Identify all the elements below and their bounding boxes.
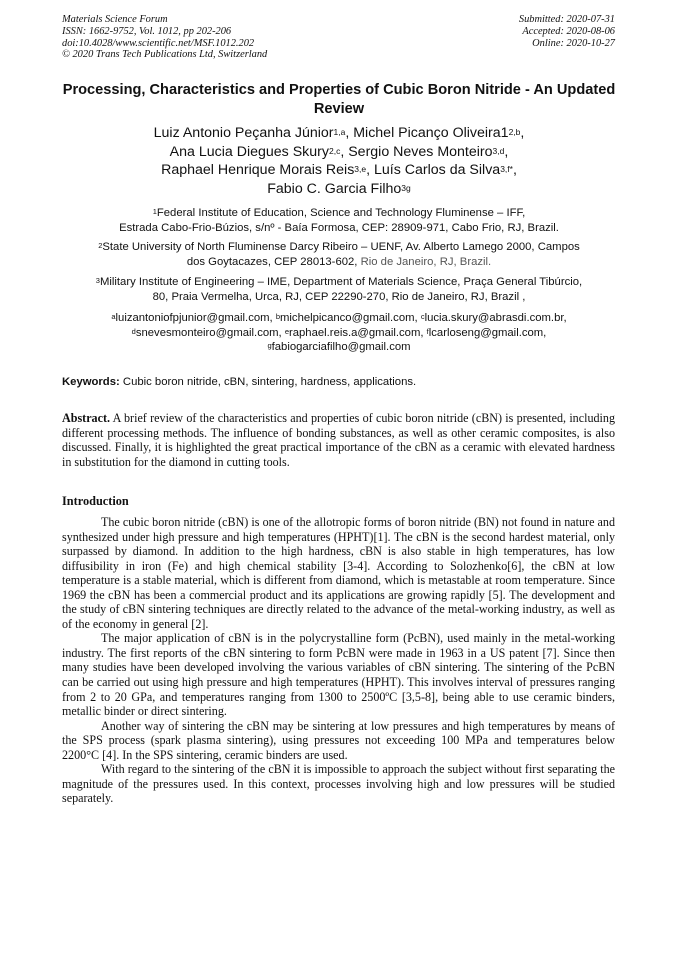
author-line: Raphael Henrique Morais Reis$^{3,e}$, Luís Carlos da Silva$^{3,f*}$,	[161, 162, 517, 178]
body-paragraph: The cubic boron nitride (cBN) is one of the allotropic forms of boron nitride (BN) not found in nature and synthesized under high pressure and high temperatures (HPHT)[1]. The cBN is the second hardest material, only surpassed by diamond. In addition to the high hardness, cBN is also stable in high temperatures, has low diffusibility in iron (Fe) and high chemical stability [3-4]. According to Solozhenko[6], the cBN at low temperature is a stable material, which is different from diamond, which is metastable at room temperature. Since 1969 the cBN has been a commercial product and its applications are growing rapidly [5]. The development and the study of cBN sintering techniques are directly related to the advance of the metal-working industry, as well as of the economy in general [2].	[62, 515, 615, 631]
author-name: Fabio C. Garcia Filho	[267, 180, 402, 197]
author-sup: 2,c	[328, 145, 341, 156]
body-paragraph: With regard to the sintering of the cBN it is impossible to approach the subject without first separating the magnitude of the pressures used. In this context, processes involving high and low pressures will be studied separately.	[62, 762, 615, 806]
email-link[interactable]: fabiogarciafilho@gmail.com	[271, 341, 411, 354]
paper-title: Processing, Characteristics and Properties of Cubic Boron Nitride - An Updated Review	[62, 82, 616, 117]
abstract	[62, 411, 615, 469]
author-name: Luís Carlos da Silva	[374, 162, 501, 178]
author-name: Michel Picanço Oliveira1	[353, 125, 509, 141]
journal-issn: ISSN: 1662-9752, Vol. 1012, pp 202-206	[62, 25, 232, 37]
online-date: Online: 2020-10-27	[532, 37, 615, 49]
accepted-date: Accepted: 2020-08-06	[522, 25, 615, 37]
author-name: Raphael Henrique Morais Reis	[161, 162, 355, 178]
author-sup: 2,b	[508, 127, 521, 137]
email-link[interactable]: lcarloseng@gmail.com,	[428, 326, 547, 339]
keywords-label: Keywords:	[62, 376, 120, 388]
submitted-date: Submitted: 2020-07-31	[518, 14, 615, 25]
email-link[interactable]: snevesmonteiro@gmail.com,	[135, 326, 285, 339]
affiliation-sup: 2	[98, 241, 103, 250]
body-paragraph: Another way of sintering the cBN may be sintering at low pressures and high temperatures by means of the SPS process (spark plasma sintering), using pressures not exceeding 100 MPa and temperatures below 2200°C [4]. In the SPS sintering, ceramic binders are used.	[62, 718, 615, 762]
journal-name: Materials Science Forum	[62, 14, 168, 25]
affiliation-2: $^2$State University of North Fluminense Darcy Ribeiro – UENF, Av. Alberto Lamego 2000, Campos dos Goytacazes, CEP 28013-602, Rio de Janeiro, RJ, Brazil.	[98, 241, 580, 268]
email-list: $^a$luizantoniofpjunior@gmail.com, $^b$michelpicanco@gmail.com, $^c$lucia.skury@abrasdi.com.br, $^d$snevesmonteiro@gmail.com, $^e$raphael.reis.a@gmail.com, $^f$lcarloseng@gmail.com, $^g$fabiogarciafilho@gmail.com	[111, 312, 567, 354]
author-sup: 3g	[401, 182, 411, 193]
affiliation-sup: 1	[152, 207, 157, 216]
author-line	[62, 180, 616, 199]
dates-header	[519, 14, 615, 49]
affiliation-1: $^1$Federal Institute of Education, Science and Technology Fluminense – IFF, Estrada Cabo-Frio-Búzios, s/nº - Baía Formosa, CEP: 28909-971, Cabo Frio, RJ, Brazil.	[119, 207, 559, 234]
journal-doi[interactable]: doi:10.4028/www.scientific.net/MSF.1012.202	[62, 37, 255, 49]
author-name: Ana Lucia Diegues Skury	[169, 143, 329, 160]
journal-header	[62, 14, 267, 61]
section-heading-introduction: Introduction	[62, 494, 129, 508]
email-link[interactable]: luizantoniofpjunior@gmail.com,	[115, 312, 276, 324]
affiliation-sup: 3	[95, 276, 100, 285]
author-sup: 3,e	[354, 164, 367, 174]
author-name: Sergio Neves Monteiro	[348, 143, 493, 160]
email-link[interactable]: michelpicanco@gmail.com,	[280, 312, 421, 324]
author-sup: 3,d	[492, 145, 505, 156]
keywords-text: Cubic boron nitride, cBN, sintering, hardness, applications.	[119, 376, 417, 388]
journal-copyright: © 2020 Trans Tech Publications Ltd, Switzerland	[62, 49, 268, 61]
author-line: Ana Lucia Diegues Skury$^{2,c}$, Sergio Neves Monteiro$^{3,d}$,	[169, 143, 509, 160]
abstract-label: Abstract.	[62, 411, 111, 425]
email-link[interactable]: lucia.skury@abrasdi.com.br,	[424, 312, 567, 324]
body-paragraph: The major application of cBN is in the polycrystalline form (PcBN), used mainly in the metal-working industry. The first reports of the cBN sintering to form PcBN were made in 1963 in a US patent [7]. Since then many studies have been developed involving the various variables of cBN sintering. The sintering of the PcBN can be carried out using high pressure and high temperatures (HPHT). This involves interval of pressures ranging from 2 to 20 GPa, and temperatures ranging from 1300 to 2500ºC [3,5-8], being able to use ceramic binders, metallic binder or direct sintering.	[62, 631, 615, 719]
affiliation-3: $^3$Military Institute of Engineering – IME, Department of Materials Science, Praça General Tibúrcio, 80, Praia Vermelha, Urca, RJ, CEP 22290-270, Rio de Janeiro, RJ, Brazil ,	[95, 276, 583, 303]
introduction-body	[62, 515, 615, 806]
abstract-text: A brief review of the characteristics and properties of cubic boron nitride (cBN) is presented, including different processing methods. The influence of bonding substances, as well as other ceramic composites, is also discussed. Finally, it is highlighted the great practical importance of the cBN as a ceramic with elevated hardness in substitution for the diamond in cutting tools.	[62, 411, 615, 469]
author-sup: 3,f*	[500, 164, 513, 174]
author-list	[62, 124, 616, 198]
email-link[interactable]: raphael.reis.a@gmail.com,	[288, 326, 427, 339]
author-name: Luiz Antonio Peçanha Júnior	[153, 125, 334, 141]
keywords	[62, 375, 616, 389]
author-sup: 1,a	[333, 127, 346, 137]
author-line: Luiz Antonio Peçanha Júnior$^{1,a}$, Michel Picanço Oliveira1$^{2,b}$,	[153, 125, 525, 141]
